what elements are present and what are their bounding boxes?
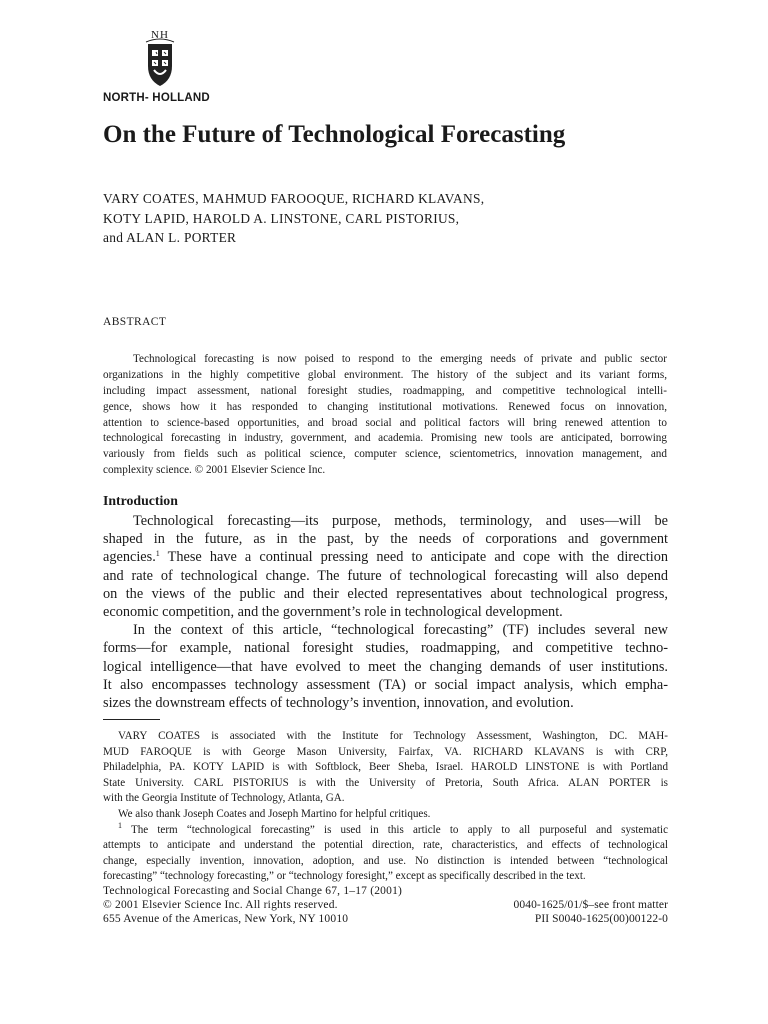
article-title: On the Future of Technological Forecasting bbox=[103, 121, 566, 148]
abstract-line: organizations in the highly competitive global environment. The history of the subject and its variant forms, bbox=[103, 368, 667, 381]
body-line: shaped in the future, as in the past, by the needs of corporations and government bbox=[103, 531, 668, 548]
body-line: economic competition, and the government’s role in technological development. bbox=[103, 603, 563, 620]
abstract-heading: ABSTRACT bbox=[103, 316, 167, 328]
journal-line: 655 Avenue of the Americas, New York, NY 10010 bbox=[103, 912, 349, 925]
footnote-line: MUD FAROQUE is with George Mason University, Fairfax, VA. RICHARD KLAVANS is with CRP, bbox=[103, 745, 668, 758]
publisher-name: NORTH- HOLLAND bbox=[103, 92, 210, 104]
footnote-line: We also thank Joseph Coates and Joseph Martino for helpful critiques. bbox=[118, 807, 431, 820]
body-line: Technological forecasting—its purpose, methods, terminology, and uses—will be bbox=[133, 513, 668, 529]
crest-icon bbox=[136, 30, 184, 88]
author-line: and ALAN L. PORTER bbox=[103, 230, 237, 245]
author-line: KOTY LAPID, HAROLD A. LINSTONE, CARL PISTORIUS, bbox=[103, 210, 460, 226]
footnote-line: Philadelphia, PA. KOTY LAPID is with Softblock, Beer Sheba, Israel. HAROLD LINSTONE is with Portland bbox=[103, 761, 668, 774]
footnote-line: forecasting” “technology forecasting,” or “technology foresight,” except as specifically described in the text. bbox=[103, 870, 586, 883]
journal-id-line: 0040-1625/01/$–see front matter bbox=[513, 899, 668, 911]
footnote-line: change, especially invention, innovation, adoption, and use. No distinction is intended between “technological bbox=[103, 854, 668, 867]
author-line: VARY COATES, MAHMUD FAROOQUE, RICHARD KLAVANS, bbox=[103, 191, 485, 206]
body-line: and rate of technological change. The future of technological forecasting will also depend bbox=[103, 567, 668, 584]
logo-monogram: NH bbox=[151, 29, 169, 41]
journal-identifiers bbox=[514, 899, 668, 927]
journal-line: Technological Forecasting and Social Change 67, 1–17 (2001) bbox=[103, 885, 403, 897]
body-line: forms—for example, national foresight studies, roadmapping, and competitive techno- bbox=[103, 640, 668, 657]
body-line: on the views of the public and their elected representatives about technological progress, bbox=[103, 585, 668, 602]
journal-id-line: PII S0040-1625(00)00122-0 bbox=[534, 912, 668, 925]
abstract-line: technological forecasting in industry, government, and academia. Promising new tools are anticipated, borrowing bbox=[103, 432, 667, 445]
abstract-text bbox=[103, 352, 667, 479]
abstract-line: attention to science-based opportunities, and broad social and political factors will bring renewed attention to bbox=[103, 416, 667, 429]
footnote-line: State University. CARL PISTORIUS is with the University of Pretoria, South Africa. ALAN PORTER is bbox=[103, 776, 668, 789]
footnote-divider bbox=[103, 719, 160, 720]
body-line: sizes the downstream effects of technology’s invention, innovation, and evolution. bbox=[103, 694, 574, 711]
body-line-with-footnote bbox=[103, 548, 668, 566]
abstract-line: Technological forecasting is now poised to respond to the emerging needs of private and public sector bbox=[133, 353, 667, 365]
abstract-line: complexity science. © 2001 Elsevier Science Inc. bbox=[103, 464, 326, 477]
abstract-line: variously from fields such as political science, computer science, scientometrics, innovation management, and bbox=[103, 448, 667, 461]
north-holland-logo bbox=[136, 30, 184, 88]
author-list bbox=[103, 189, 484, 248]
body-line: It also encompasses technology assessment (TA) or social impact analysis, which empha- bbox=[103, 676, 668, 693]
footnote-marker: 1 bbox=[118, 820, 122, 830]
body-line: In the context of this article, “technological forecasting” (TF) includes several new bbox=[133, 622, 668, 639]
footnote-reference: 1 bbox=[155, 549, 160, 559]
body-line-end: These have a continual pressing need to anticipate and cope with the direction bbox=[159, 549, 668, 566]
abstract-line: gence, shows how it has responded to changing institutional motivations. Renewed focus on innovation, bbox=[103, 400, 667, 413]
footnote-line-numbered bbox=[103, 820, 668, 839]
footnote-line: VARY COATES is associated with the Institute for Technology Assessment, Washington, DC. MAH- bbox=[118, 730, 668, 742]
body-line: logical intelligence—that have evolved to meet the changing demands of user institutions. bbox=[103, 658, 668, 675]
footnote-line: attempts to anticipate and understand the potential direction, rate, characteristics, and effects of technological bbox=[103, 839, 668, 852]
journal-line: © 2001 Elsevier Science Inc. All rights reserved. bbox=[103, 898, 338, 911]
body-line-start: agencies. bbox=[103, 549, 156, 566]
footnote-line: with the Georgia Institute of Technology, Atlanta, GA. bbox=[103, 792, 345, 805]
abstract-line: including impact assessment, national foresight studies, roadmapping, and competitive technological intelli- bbox=[103, 384, 667, 397]
section-heading-introduction: Introduction bbox=[103, 493, 178, 508]
footnotes bbox=[103, 729, 668, 885]
introduction-body bbox=[103, 512, 668, 712]
footnote-line-text: The term “technological forecasting” is used in this article to apply to all purposeful and systematic bbox=[130, 823, 668, 836]
journal-citation bbox=[103, 885, 402, 926]
